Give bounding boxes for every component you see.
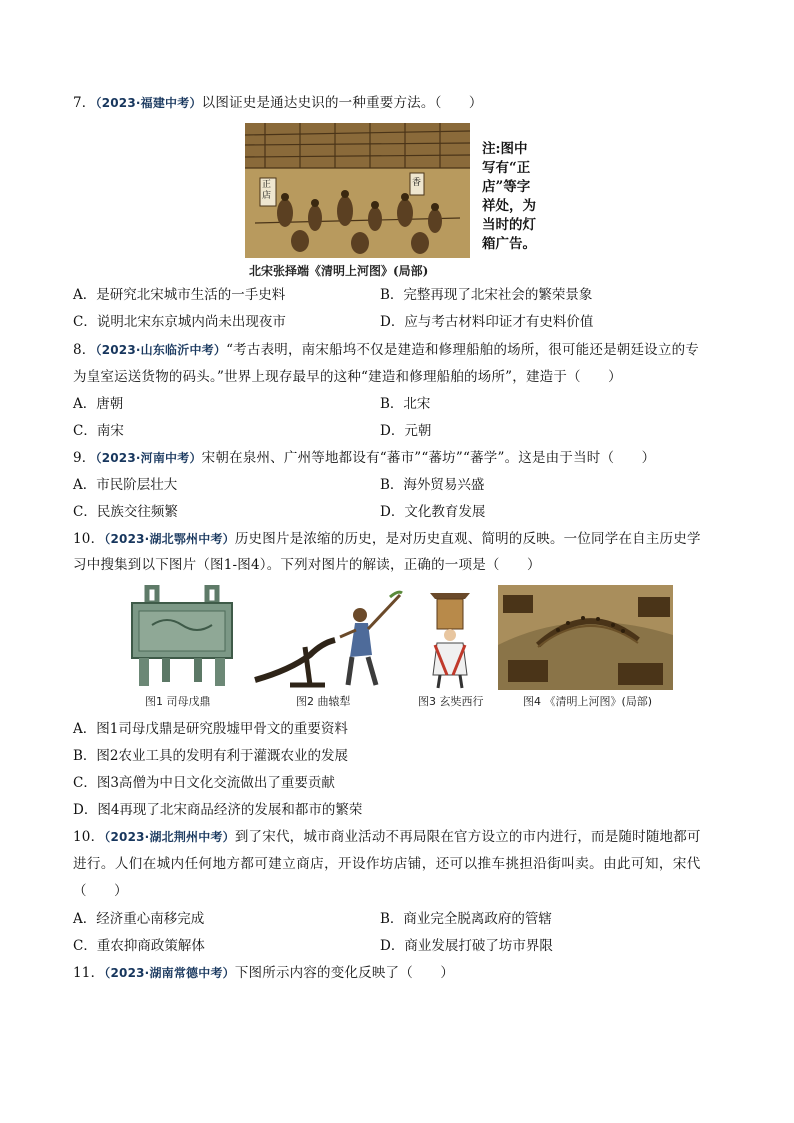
q8-option-a[interactable]: A．唐朝 xyxy=(73,396,124,412)
q7-number: 7． xyxy=(73,95,96,111)
shop-sign-left: 正店 xyxy=(262,180,272,201)
q7-stem xyxy=(73,93,483,113)
figure2-caption: 图2 曲辕犁 xyxy=(296,695,351,708)
q10b-stem-line3: （ ） xyxy=(73,883,128,899)
figure4-qingming xyxy=(498,585,673,690)
q10b-stem-line2: 进行。人们在城内任何地方都可建立商店，开设作坊店铺，还可以推车挑担沿街叫卖。由此可知，宋代 xyxy=(73,856,701,872)
q9-option-c[interactable]: C．民族交往频繁 xyxy=(73,504,178,520)
q10a-option-b[interactable]: B．图2农业工具的发明有利于灌溉农业的发展 xyxy=(73,748,349,764)
shop-sign-right: 香 xyxy=(412,178,422,188)
q10b-option-a[interactable]: A．经济重心南移完成 xyxy=(73,911,205,927)
q8-stem-line2: 为皇室运送货物的码头。”世界上现存最早的这种“建造和修理船舶的场所”，建造于（ ） xyxy=(73,369,622,385)
q11-source: （2023·湖南常德中考） xyxy=(104,966,235,980)
figure2-plough xyxy=(250,585,403,690)
q7-source: （2023·福建中考） xyxy=(95,96,202,110)
note-line: 当时的灯 xyxy=(482,217,536,233)
figure1-caption: 图1 司母戊鼎 xyxy=(145,695,211,708)
q7-figure-note xyxy=(482,140,554,254)
note-line: 箱广告。 xyxy=(482,236,536,252)
q9-option-d[interactable]: D．文化教育发展 xyxy=(380,504,486,520)
q10a-stem-line1: 历史图片是浓缩的历史，是对历史直观、简明的反映。一位同学在自主历史学 xyxy=(234,531,701,547)
q10a-number: 10． xyxy=(73,531,105,547)
q9-option-a[interactable]: A．市民阶层壮大 xyxy=(73,477,178,493)
figure1-ding xyxy=(117,585,247,690)
q7-figure-caption: 北宋张择端《清明上河图》(局部) xyxy=(249,264,429,278)
q10a-option-c[interactable]: C．图3高僧为中日文化交流做出了重要贡献 xyxy=(73,775,335,791)
figure4-caption: 图4 《清明上河图》(局部) xyxy=(523,695,653,708)
q10a-stem-line2: 习中搜集到以下图片（图1-图4）。下列对图片的解读，正确的一项是（ ） xyxy=(73,557,541,573)
q7-stem-text: 以图证史是通达史识的一种重要方法。（ ） xyxy=(201,95,483,111)
q10b-stem xyxy=(73,827,701,847)
note-line: 祥处，为 xyxy=(482,198,536,214)
q7-option-c[interactable]: C．说明北宋东京城内尚未出现夜市 xyxy=(73,314,286,330)
qingming-bridge-image xyxy=(498,585,673,690)
note-line: 店”等字 xyxy=(482,179,531,195)
q8-stem xyxy=(73,340,699,360)
figure3-caption: 图3 玄奘西行 xyxy=(418,695,484,708)
q9-source: （2023·河南中考） xyxy=(95,451,202,465)
note-line: 写有“正 xyxy=(482,160,531,176)
q10a-stem xyxy=(73,529,701,549)
figure3-xuanzang xyxy=(405,585,495,690)
q7-option-d[interactable]: D．应与考古材料印证才有史料价值 xyxy=(380,314,594,330)
q10b-option-c[interactable]: C．重农抑商政策解体 xyxy=(73,938,205,954)
qingming-painting-image xyxy=(245,123,470,258)
q8-stem-line1: “考古表明，南宋船坞不仅是建造和修理船舶的场所，很可能还是朝廷设立的专 xyxy=(226,342,699,358)
q11-number: 11． xyxy=(73,965,105,981)
q9-stem-text: 宋朝在泉州、广州等地都设有“蕃市”“蕃坊”“蕃学”。这是由于当时（ ） xyxy=(201,450,656,466)
q10b-option-d[interactable]: D．商业发展打破了坊市界限 xyxy=(380,938,553,954)
q11-stem-text: 下图所示内容的变化反映了（ ） xyxy=(234,965,455,981)
q10a-source: （2023·湖北鄂州中考） xyxy=(104,532,235,546)
ding-image xyxy=(117,585,247,690)
qingming-figure-q7 xyxy=(245,123,470,258)
q8-option-c[interactable]: C．南宋 xyxy=(73,423,124,439)
q8-source: （2023·山东临沂中考） xyxy=(95,343,227,357)
q10b-stem-line1: 到了宋代，城市商业活动不再局限在官方设立的市内进行，而是随时随地都可 xyxy=(234,829,701,845)
q10a-option-d[interactable]: D．图4再现了北宋商品经济的发展和都市的繁荣 xyxy=(73,802,363,818)
q11-stem xyxy=(73,963,454,983)
q7-option-a[interactable]: A．是研究北宋城市生活的一手史料 xyxy=(73,287,286,303)
q10b-number: 10． xyxy=(73,829,105,845)
q9-stem xyxy=(73,448,655,468)
q9-number: 9． xyxy=(73,450,96,466)
q8-option-b[interactable]: B．北宋 xyxy=(380,396,431,412)
q10a-option-a[interactable]: A．图1司母戊鼎是研究殷墟甲骨文的重要资料 xyxy=(73,721,348,737)
note-line: 注:图中 xyxy=(482,141,528,157)
q7-option-b[interactable]: B．完整再现了北宋社会的繁荣景象 xyxy=(380,287,593,303)
xuanzang-image xyxy=(405,585,495,690)
q8-option-d[interactable]: D．元朝 xyxy=(380,423,432,439)
plough-image xyxy=(250,585,403,690)
q9-option-b[interactable]: B．海外贸易兴盛 xyxy=(380,477,485,493)
q10b-source: （2023·湖北荆州中考） xyxy=(104,830,235,844)
q8-number: 8． xyxy=(73,342,96,358)
q10b-option-b[interactable]: B．商业完全脱离政府的管辖 xyxy=(380,911,552,927)
